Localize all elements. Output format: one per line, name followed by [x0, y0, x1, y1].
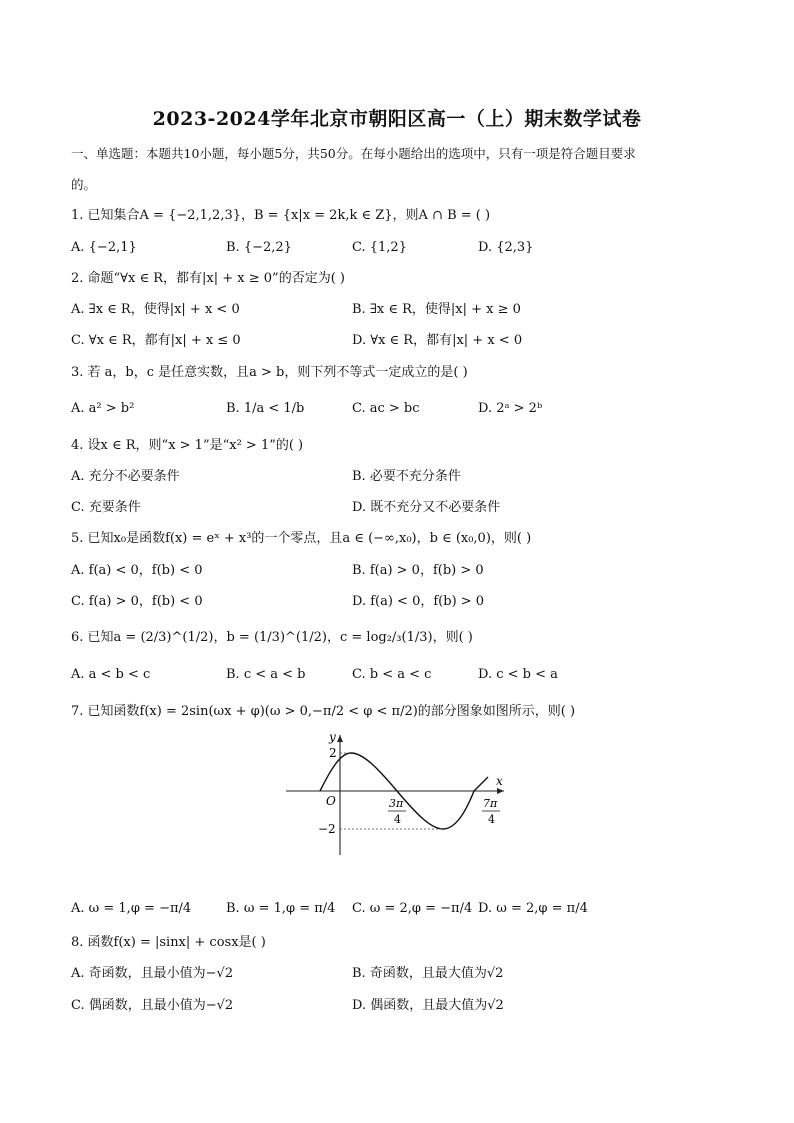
question-4-stem: 4. 设x ∈ R，则“x > 1”是“x² > 1”的( ) — [71, 438, 304, 453]
question-7-option-a[interactable]: A. ω = 1,φ = −π/4 — [71, 901, 192, 916]
question-4-option-c[interactable]: C. 充要条件 — [71, 500, 141, 515]
question-1-option-d[interactable]: D. {2,3} — [478, 240, 534, 255]
question-7-option-b[interactable]: B. ω = 1,φ = π/4 — [226, 901, 336, 916]
section-intro-line2: 的。 — [71, 177, 97, 192]
question-1-option-b[interactable]: B. {−2,2} — [226, 240, 292, 255]
question-1-option-a[interactable]: A. {−2,1} — [71, 240, 137, 255]
sine-graph — [284, 727, 510, 859]
question-4-option-b[interactable]: B. 必要不充分条件 — [352, 469, 461, 484]
question-6-option-c[interactable]: C. b < a < c — [352, 667, 432, 682]
x-axis-arrow-icon — [497, 788, 504, 794]
question-1-stem: 1. 已知集合A = {−2,1,2,3}，B = {x|x = 2k,k ∈ Z}，则A ∩ B = ( ) — [71, 208, 491, 223]
question-3-option-a[interactable]: A. a² > b² — [71, 401, 135, 416]
question-4-option-d[interactable]: D. 既不充分又不必要条件 — [352, 500, 501, 515]
question-6-option-b[interactable]: B. c < a < b — [226, 667, 306, 682]
question-5-option-b[interactable]: B. f(a) > 0，f(b) > 0 — [352, 563, 484, 578]
question-3-option-d[interactable]: D. 2ᵃ > 2ᵇ — [478, 401, 543, 416]
question-8-option-c[interactable]: C. 偶函数，且最小值为−√2 — [71, 998, 234, 1013]
question-2-option-a[interactable]: A. ∃x ∈ R，使得|x| + x < 0 — [71, 302, 240, 317]
question-1-option-c[interactable]: C. {1,2} — [352, 240, 407, 255]
question-6-option-d[interactable]: D. c < b < a — [478, 667, 558, 682]
question-3-stem: 3. 若 a，b，c 是任意实数，且a > b，则下列不等式一定成立的是( ) — [71, 365, 468, 380]
x-tick-1-numerator: 3π — [389, 797, 404, 810]
y-max-label: 2 — [329, 746, 337, 760]
question-7-stem: 7. 已知函数f(x) = 2sin(ωx + φ)(ω > 0,−π/2 < φ < π/2)的部分图象如图所示，则( ) — [71, 704, 576, 719]
question-5-stem: 5. 已知x₀是函数f(x) = eˣ + x³的一个零点，且a ∈ (−∞,x₀)，b ∈ (x₀,0)，则( ) — [71, 531, 532, 546]
question-3-option-b[interactable]: B. 1/a < 1/b — [226, 401, 305, 416]
question-2-option-b[interactable]: B. ∃x ∈ R，使得|x| + x ≥ 0 — [352, 302, 521, 317]
question-7-option-c[interactable]: C. ω = 2,φ = −π/4 — [352, 901, 473, 916]
page-title: 2023-2024学年北京市朝阳区高一（上）期末数学试卷 — [152, 108, 642, 130]
question-2-stem: 2. 命题“∀x ∈ R，都有|x| + x ≥ 0”的否定为( ) — [71, 271, 345, 286]
y-min-label: −2 — [318, 822, 336, 836]
question-7-option-d[interactable]: D. ω = 2,φ = π/4 — [478, 901, 588, 916]
question-5-option-d[interactable]: D. f(a) < 0，f(b) > 0 — [352, 594, 485, 609]
question-8-option-b[interactable]: B. 奇函数，且最大值为√2 — [352, 966, 504, 981]
question-8-option-a[interactable]: A. 奇函数，且最小值为−√2 — [71, 966, 234, 981]
y-axis-label: y — [329, 730, 336, 744]
question-5-option-c[interactable]: C. f(a) > 0，f(b) < 0 — [71, 594, 203, 609]
x-axis-label: x — [496, 774, 503, 788]
question-4-option-a[interactable]: A. 充分不必要条件 — [71, 469, 180, 484]
question-2-option-d[interactable]: D. ∀x ∈ R，都有|x| + x < 0 — [352, 333, 523, 348]
y-axis-arrow-icon — [337, 735, 343, 742]
x-tick-2-denominator: 4 — [488, 813, 495, 826]
question-5-option-a[interactable]: A. f(a) < 0，f(b) < 0 — [71, 563, 203, 578]
x-tick-2-numerator: 7π — [483, 797, 498, 810]
question-8-stem: 8. 函数f(x) = |sinx| + cosx是( ) — [71, 935, 266, 950]
origin-label: O — [326, 794, 336, 808]
question-8-option-d[interactable]: D. 偶函数，且最大值为√2 — [352, 998, 504, 1013]
question-3-option-c[interactable]: C. ac > bc — [352, 401, 420, 416]
question-6-option-a[interactable]: A. a < b < c — [71, 667, 151, 682]
section-intro-line1: 一、单选题：本题共10小题，每小题5分，共50分。在每小题给出的选项中，只有一项是符合题目要求 — [71, 146, 636, 161]
question-2-option-c[interactable]: C. ∀x ∈ R，都有|x| + x ≤ 0 — [71, 333, 241, 348]
question-6-stem: 6. 已知a = (2/3)^(1/2)，b = (1/3)^(1/2)，c = log₂/₃(1/3)，则( ) — [71, 630, 473, 645]
x-tick-1-denominator: 4 — [394, 813, 401, 826]
